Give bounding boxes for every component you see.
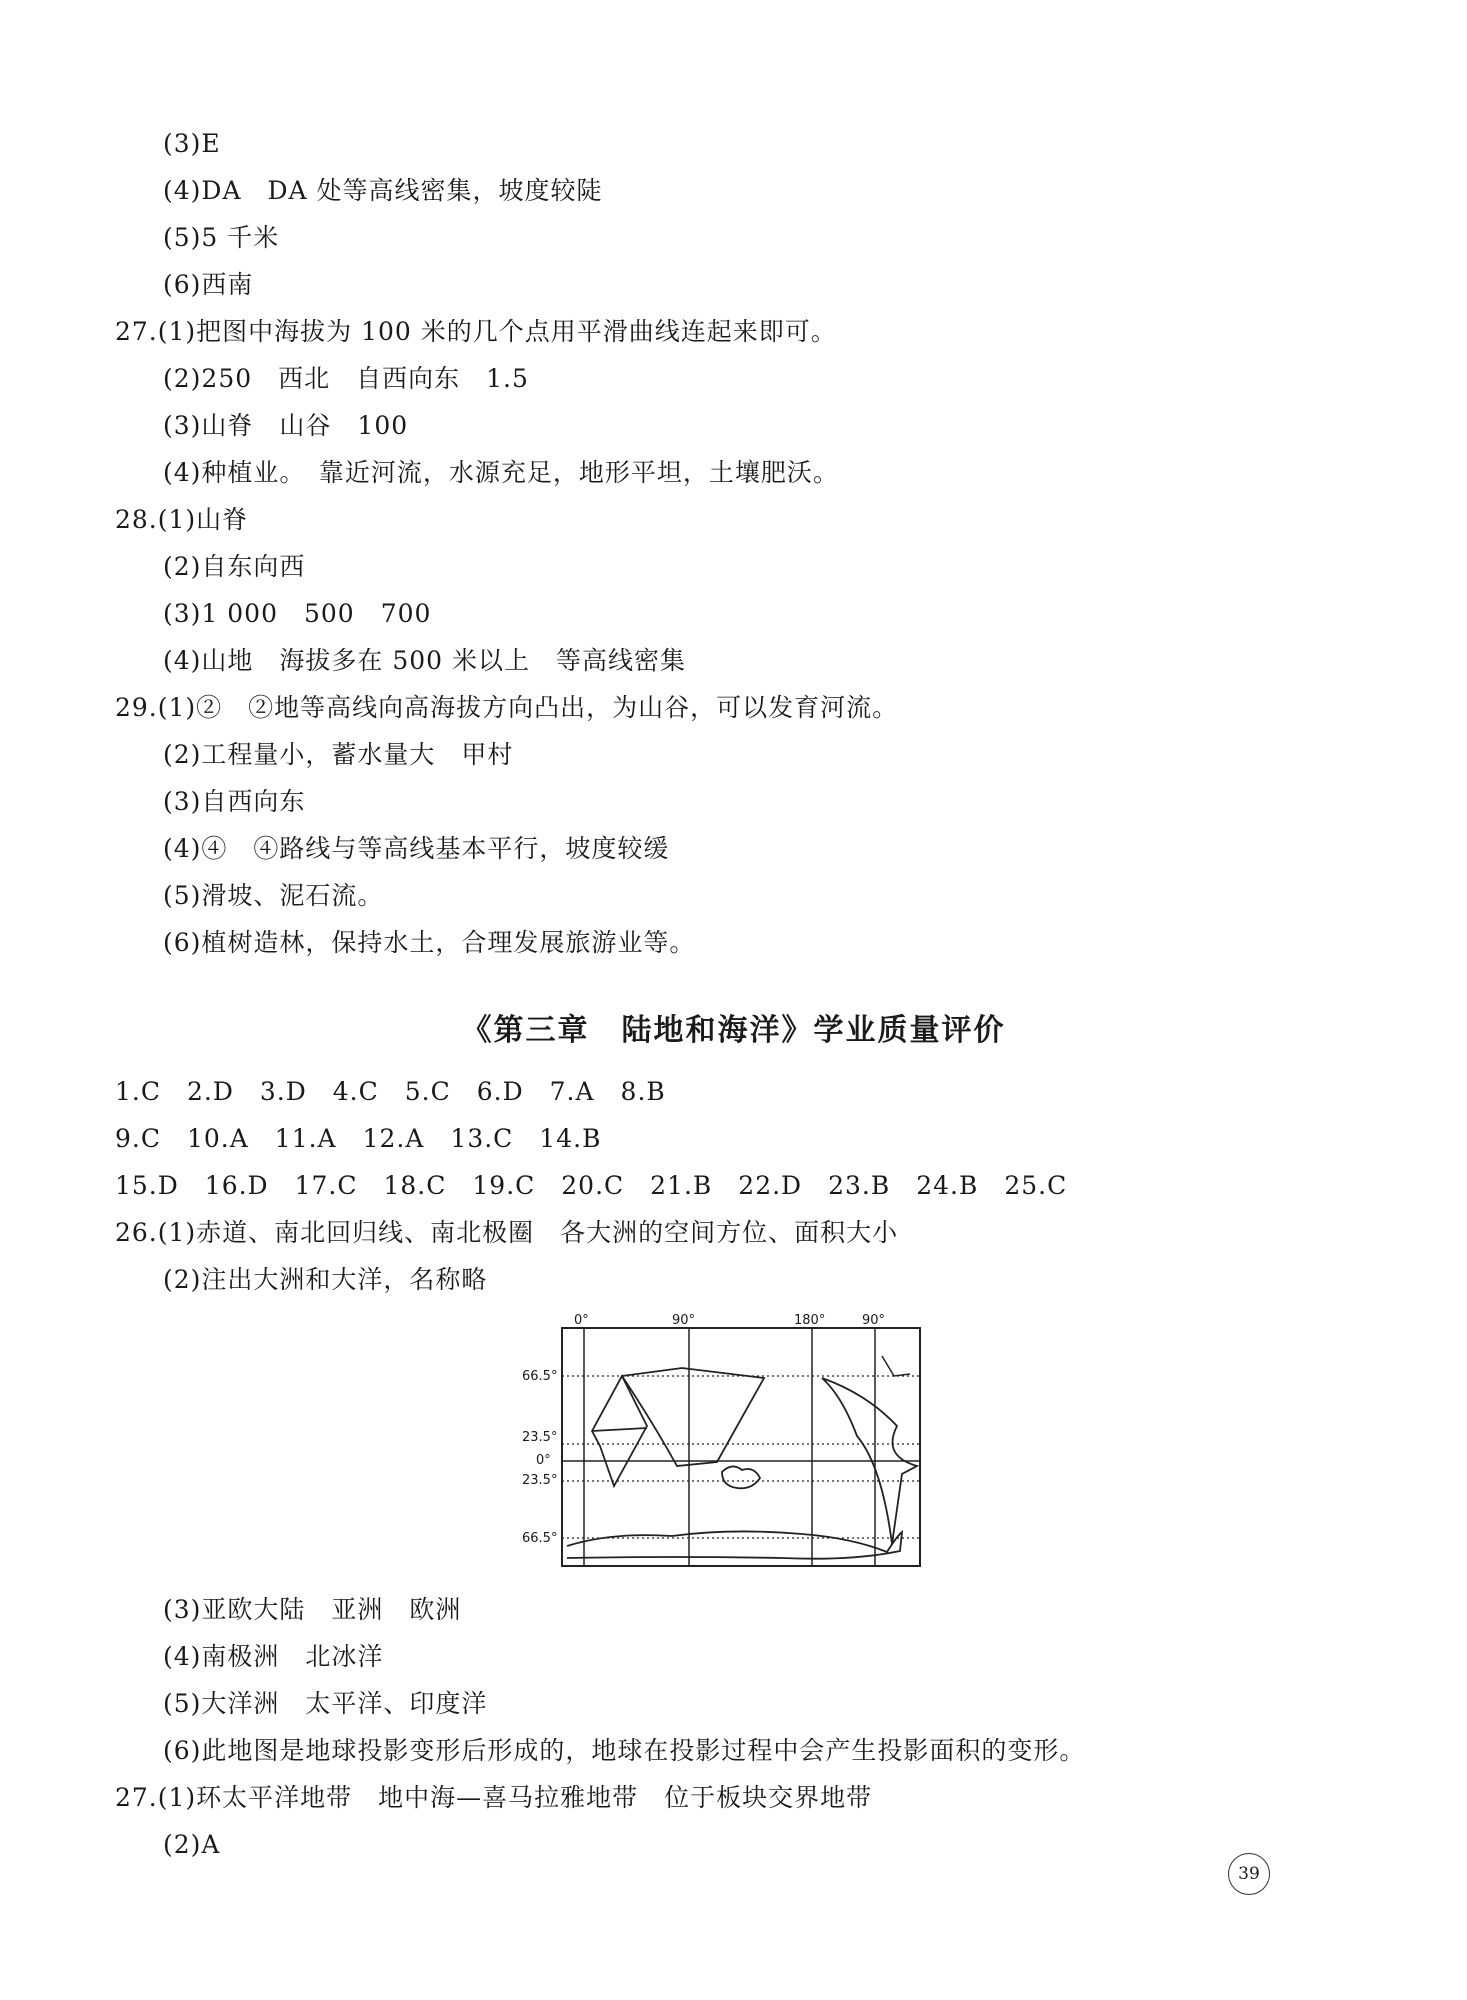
answer-line: (2)工程量小，蓄水量大 甲村	[163, 740, 514, 769]
answer-line: (3)山脊 山谷 100	[163, 411, 409, 440]
question-line: 28.(1)山脊	[115, 505, 249, 534]
answer-line: (6)此地图是地球投影变形后形成的，地球在投影过程中会产生投影面积的变形。	[163, 1736, 1086, 1765]
choice-answers-row: 1.C 2.D 3.D 4.C 5.C 6.D 7.A 8.B	[115, 1077, 666, 1106]
answer-line: (6)植树造林，保持水土，合理发展旅游业等。	[163, 928, 696, 957]
answer-line: (3)E	[163, 129, 221, 158]
answer-line: (3)亚欧大陆 亚洲 欧洲	[163, 1595, 462, 1624]
answer-line: (4)山地 海拔多在 500 米以上 等高线密集	[163, 646, 687, 675]
section-title: 《第三章 陆地和海洋》学业质量评价	[461, 1013, 1006, 1048]
greenland-outline	[882, 1356, 910, 1376]
world-sketch-map	[522, 1306, 942, 1572]
answer-line: (5)5 千米	[163, 223, 280, 252]
choice-answers-row: 15.D 16.D 17.C 18.C 19.C 20.C 21.B 22.D 23.B 24.B 25.C	[115, 1171, 1068, 1200]
question-line: 27.(1)环太平洋地带 地中海—喜马拉雅地带 位于板块交界地带	[115, 1783, 873, 1812]
page-number: 39	[1228, 1853, 1270, 1895]
longitude-label: 180°	[794, 1313, 826, 1328]
question-line: 29.(1)② ②地等高线向高海拔方向凸出，为山谷，可以发育河流。	[115, 693, 899, 722]
answer-line: (2)A	[163, 1830, 221, 1859]
latitude-label: 66.5°	[522, 1369, 558, 1384]
answer-line: (2)250 西北 自西向东 1.5	[163, 364, 529, 393]
choice-answers-row: 9.C 10.A 11.A 12.A 13.C 14.B	[115, 1124, 602, 1153]
answer-line: (5)大洋洲 太平洋、印度洋	[163, 1689, 488, 1718]
answer-line: (6)西南	[163, 270, 254, 299]
answer-line: (3)自西向东	[163, 787, 306, 816]
answer-line: (4)种植业。 靠近河流，水源充足，地形平坦，土壤肥沃。	[163, 458, 839, 487]
latitude-label: 0°	[536, 1453, 551, 1468]
antarctica-outline	[567, 1531, 902, 1558]
question-line: 27.(1)把图中海拔为 100 米的几个点用平滑曲线连起来即可。	[115, 317, 837, 346]
latitude-label: 66.5°	[522, 1531, 558, 1546]
longitude-label: 0°	[574, 1313, 589, 1328]
latitude-label: 23.5°	[522, 1430, 558, 1445]
answer-line: (3)1 000 500 700	[163, 599, 432, 628]
longitude-label: 90°	[862, 1313, 886, 1328]
answer-line: (4)DA DA 处等高线密集，坡度较陡	[163, 176, 603, 205]
answer-line: (4)④ ④路线与等高线基本平行，坡度较缓	[163, 834, 670, 863]
question-line: 26.(1)赤道、南北回归线、南北极圈 各大洲的空间方位、面积大小	[115, 1218, 899, 1247]
answer-line: (4)南极洲 北冰洋	[163, 1642, 384, 1671]
longitude-label: 90°	[672, 1313, 696, 1328]
answer-line: (2)注出大洲和大洋，名称略	[163, 1265, 488, 1294]
answer-line: (2)自东向西	[163, 552, 306, 581]
latitude-label: 23.5°	[522, 1473, 558, 1488]
answer-line: (5)滑坡、泥石流。	[163, 881, 384, 910]
map-frame	[562, 1328, 920, 1566]
australia-outline	[722, 1466, 760, 1488]
